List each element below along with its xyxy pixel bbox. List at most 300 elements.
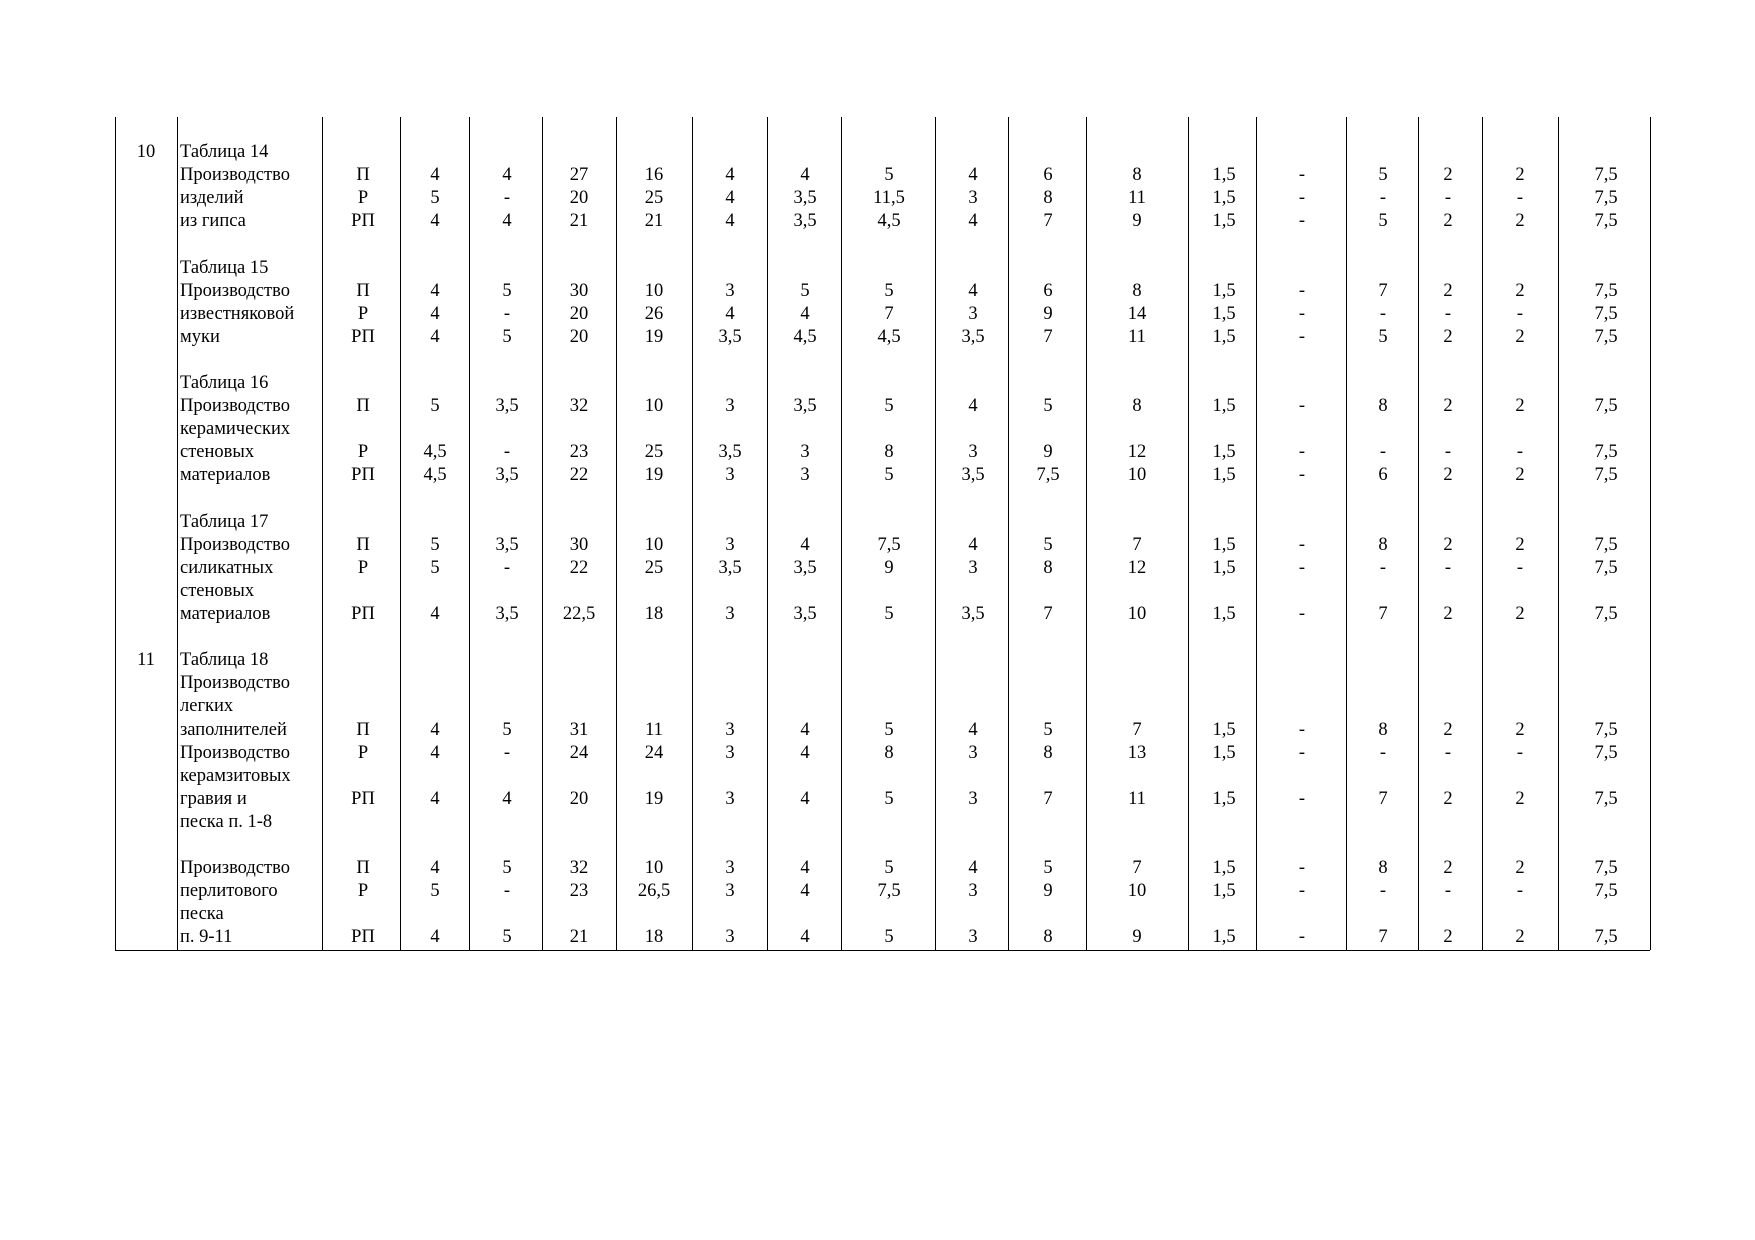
table-cell: - [503,188,511,209]
table-cell: 2 [1443,604,1453,624]
table-cell: 2 [1515,165,1525,186]
table-cell: 2 [1515,396,1525,417]
table-cell: 26,5 [637,881,671,902]
table-cell: 5 [1043,396,1053,417]
table-cell: 5 [800,280,810,301]
table-cell: 3 [968,881,978,902]
table-cell: 30 [569,534,589,555]
description-text: песка п. 1-8 [180,811,273,832]
table-cell: 4 [968,396,978,417]
table-cell: - [1298,742,1306,763]
description-text: Таблица 14 [180,142,269,162]
table-cell: 25 [644,557,664,578]
table-cell: - [1298,534,1306,555]
table-cell: - [503,742,511,763]
table-cell: Р [357,742,369,763]
table-cell: - [1444,188,1452,209]
table-cell: - [503,442,511,463]
table-cell: 19 [644,326,664,347]
table-cell: 22,5 [562,604,596,624]
table-cell: 20 [569,188,589,209]
table-cell: 32 [569,396,589,417]
column-rule [400,117,401,950]
table-cell: 7,5 [1594,280,1618,301]
table-cell: 3,5 [793,188,817,209]
description-text: муки [180,326,220,347]
table-cell: - [1444,557,1452,578]
description-text: материалов [180,604,271,624]
description-text: перлитового [180,881,278,902]
table-cell: 3,5 [495,604,519,624]
table-cell: 7 [1378,788,1388,809]
table-cell: 7,5 [1594,557,1618,578]
table-cell: 7 [1132,719,1142,740]
table-cell: 7,5 [877,534,901,555]
table-cell: 22 [569,557,589,578]
table-cell: 7,5 [1594,396,1618,417]
table-cell: - [1379,442,1387,463]
table-cell: 3 [725,604,735,624]
table-cell: 4 [502,211,512,232]
table-cell: 5 [884,788,894,809]
table-cell: 8 [1043,557,1053,578]
table-cell: - [1298,326,1306,347]
table-cell: 9 [1132,927,1142,948]
table-cell: Р [357,442,369,463]
row-number: 11 [137,650,155,671]
table-cell: 3 [725,534,735,555]
table-cell: 8 [1132,165,1142,186]
table-cell: 7,5 [1594,534,1618,555]
table-cell: 1,5 [1212,881,1236,902]
table-cell: 2 [1515,604,1525,624]
table-cell: П [356,280,370,301]
table-cell: 7 [1378,927,1388,948]
table-cell: 12 [1127,442,1147,463]
table-bottom-border [115,950,1650,951]
table-cell: 10 [1127,881,1147,902]
description-text: керамзитовых [180,765,291,786]
table-cell: 7,5 [1594,303,1618,324]
table-cell: 8 [884,742,894,763]
table-cell: - [1379,303,1387,324]
table-cell: 11 [1128,326,1146,347]
table-cell: 7,5 [1594,326,1618,347]
table-cell: П [356,858,370,879]
table-cell: 5 [1378,326,1388,347]
table-cell: 5 [884,396,894,417]
table-cell: 2 [1443,788,1453,809]
description-text: гравия и [180,788,247,809]
table-cell: 3 [725,396,735,417]
column-rule [616,117,617,950]
table-cell: 3 [800,465,810,486]
table-cell: 3 [725,280,735,301]
table-cell: 1,5 [1212,165,1236,186]
table-cell: - [1444,442,1452,463]
table-cell: 3 [968,188,978,209]
description-text: Таблица 17 [180,511,269,532]
table-cell: - [1516,881,1524,902]
description-text: Производство [180,165,290,186]
table-cell: П [356,165,370,186]
table-cell: - [1298,788,1306,809]
table-cell: 8 [1378,858,1388,879]
table-cell: 30 [569,280,589,301]
column-rule [767,117,768,950]
table-cell: 12 [1127,557,1147,578]
table-cell: 4 [968,211,978,232]
description-text: силикатных [180,557,274,578]
table-cell: 4 [725,165,735,186]
table-cell: 4 [800,303,810,324]
table-cell: 7,5 [877,881,901,902]
table-cell: 6 [1043,280,1053,301]
table-cell: РП [351,465,375,486]
table-cell: П [356,396,370,417]
column-rule [1008,117,1009,950]
table-cell: 22 [569,465,589,486]
table-cell: - [1379,188,1387,209]
table-cell: 7 [1043,211,1053,232]
table-cell: 6 [1378,465,1388,486]
description-text: Таблица 18 [180,650,269,671]
table-cell: 25 [644,188,664,209]
description-text: п. 9-11 [180,927,233,948]
table-cell: 21 [569,211,589,232]
table-cell: 3,5 [718,557,742,578]
table-cell: 1,5 [1212,303,1236,324]
table-cell: 4 [800,534,810,555]
table-cell: 3,5 [793,211,817,232]
table-cell: - [1298,604,1306,624]
table-cell: 2 [1515,326,1525,347]
table-cell: - [1298,211,1306,232]
table-cell: 2 [1443,165,1453,186]
table-border [1650,117,1651,950]
table-cell: 7 [1043,326,1053,347]
table-cell: 8 [1043,927,1053,948]
table-cell: 4,5 [793,326,817,347]
table-cell: 7,5 [1594,211,1618,232]
table-cell: 8 [884,442,894,463]
table-cell: 4 [725,211,735,232]
table-cell: 4 [430,742,440,763]
table-cell: 2 [1515,280,1525,301]
table-cell: - [503,303,511,324]
table-cell: РП [351,211,375,232]
table-cell: 7 [1132,858,1142,879]
table-cell: 4 [430,858,440,879]
description-text: песка [180,904,224,925]
description-text: стеновых [180,580,255,601]
table-cell: Р [357,188,369,209]
table-cell: - [1298,719,1306,740]
table-cell: 7,5 [1594,465,1618,486]
table-cell: 27 [569,165,589,186]
table-cell: - [1444,881,1452,902]
column-rule [1086,117,1087,950]
table-cell: 3 [968,303,978,324]
table-cell: 4 [430,303,440,324]
table-cell: 3 [725,719,735,740]
table-cell: 1,5 [1212,534,1236,555]
table-cell: 20 [569,303,589,324]
table-cell: 3,5 [495,534,519,555]
table-cell: 10 [644,280,664,301]
table-cell: - [1298,303,1306,324]
table-cell: 24 [644,742,664,763]
table-cell: 4 [725,303,735,324]
table-cell: - [503,881,511,902]
table-cell: 8 [1043,188,1053,209]
table-cell: 2 [1515,858,1525,879]
table-cell: 4 [968,280,978,301]
column-rule [1188,117,1189,950]
table-cell: 23 [569,442,589,463]
description-text: керамических [180,419,291,440]
table-cell: 5 [430,396,440,417]
table-cell: 7,5 [1594,881,1618,902]
table-cell: 2 [1443,927,1453,948]
table-cell: 5 [884,165,894,186]
table-cell: - [1298,442,1306,463]
table-cell: 1,5 [1212,742,1236,763]
column-rule [1418,117,1419,950]
table-cell: - [1298,557,1306,578]
description-text: заполнителей [180,719,287,740]
table-cell: 3,5 [495,396,519,417]
table-cell: 10 [644,858,664,879]
table-cell: 5 [1378,165,1388,186]
table-cell: 25 [644,442,664,463]
table-cell: 7,5 [1594,742,1618,763]
table-cell: П [356,719,370,740]
table-cell: 9 [1043,881,1053,902]
table-cell: 4 [430,927,440,948]
table-cell: Р [357,881,369,902]
table-cell: 4,5 [423,442,447,463]
table-cell: 3 [725,881,735,902]
table-cell: 2 [1443,534,1453,555]
table-cell: 4,5 [877,211,901,232]
table-cell: 4 [800,788,810,809]
table-cell: - [1298,280,1306,301]
table-cell: 5 [884,927,894,948]
table-cell: 20 [569,326,589,347]
table-cell: - [1379,557,1387,578]
table-cell: 3,5 [718,442,742,463]
table-cell: - [1298,881,1306,902]
table-cell: 4 [502,165,512,186]
table-cell: 4 [968,165,978,186]
table-cell: - [1516,442,1524,463]
table-cell: 8 [1132,280,1142,301]
table-cell: 7 [1378,280,1388,301]
table-cell: 7,5 [1594,604,1618,624]
column-rule [1482,117,1483,950]
table-cell: 3 [725,858,735,879]
table-cell: 3 [968,557,978,578]
table-cell: 4 [430,211,440,232]
table-cell: 18 [644,927,664,948]
table-cell: 4 [800,881,810,902]
description-text: Производство [180,280,290,301]
table-cell: 2 [1443,211,1453,232]
table-cell: 7 [1132,534,1142,555]
table-cell: 7 [884,303,894,324]
table-cell: 4 [968,534,978,555]
table-cell: 1,5 [1212,788,1236,809]
table-cell: 2 [1443,719,1453,740]
table-cell: 24 [569,742,589,763]
description-text: Производство [180,858,290,879]
description-text: легких [180,696,234,717]
column-rule [322,117,323,950]
table-cell: 4 [968,858,978,879]
table-cell: 5 [430,557,440,578]
table-cell: 2 [1515,211,1525,232]
table-cell: 4 [800,927,810,948]
table-cell: 7,5 [1036,465,1060,486]
table-cell: 1,5 [1212,442,1236,463]
table-cell: 5 [502,719,512,740]
table-cell: 10 [644,534,664,555]
table-cell: 7,5 [1594,165,1618,186]
table-cell: П [356,534,370,555]
table-cell: 4 [800,719,810,740]
column-rule [542,117,543,950]
table-cell: 3 [968,927,978,948]
table-cell: 2 [1515,465,1525,486]
table-cell: РП [351,326,375,347]
table-cell: 8 [1043,742,1053,763]
table-cell: 5 [430,534,440,555]
table-cell: 5 [1378,211,1388,232]
table-cell: 5 [430,188,440,209]
table-cell: 11 [645,719,663,740]
table-cell: 11,5 [873,188,905,209]
table-cell: 4 [800,858,810,879]
table-cell: 23 [569,881,589,902]
table-cell: 2 [1443,396,1453,417]
table-cell: 9 [1132,211,1142,232]
table-cell: 3,5 [718,326,742,347]
table-cell: 3,5 [961,326,985,347]
table-cell: 4 [430,326,440,347]
table-cell: 4 [725,188,735,209]
table-cell: - [1298,396,1306,417]
table-cell: 4 [430,719,440,740]
table-cell: 9 [884,557,894,578]
table-cell: 1,5 [1212,211,1236,232]
table-cell: 3 [725,788,735,809]
table-cell: 8 [1378,534,1388,555]
table-cell: - [1444,742,1452,763]
table-cell: - [1516,303,1524,324]
table-cell: 5 [884,858,894,879]
table-cell: 3,5 [961,604,985,624]
table-cell: 1,5 [1212,858,1236,879]
table-cell: 19 [644,465,664,486]
table-border [115,117,116,950]
column-rule [1256,117,1257,950]
table-cell: - [1298,188,1306,209]
table-cell: 3 [968,442,978,463]
table-cell: 3,5 [793,396,817,417]
table-cell: 4,5 [423,465,447,486]
table-cell: РП [351,604,375,624]
table-cell: 32 [569,858,589,879]
table-cell: - [1516,557,1524,578]
table-cell: 6 [1043,165,1053,186]
table-cell: 4 [430,280,440,301]
table-cell: 5 [502,927,512,948]
table-cell: 5 [1043,534,1053,555]
description-text: стеновых [180,442,255,463]
table-cell: - [1298,465,1306,486]
table-cell: - [1444,303,1452,324]
table-cell: 4 [502,788,512,809]
column-rule [692,117,693,950]
table-cell: РП [351,788,375,809]
table-cell: 8 [1378,396,1388,417]
description-text: Производство [180,534,290,555]
description-text: Производство [180,396,290,417]
table-cell: 11 [1128,188,1146,209]
table-cell: 1,5 [1212,927,1236,948]
table-cell: 5 [502,326,512,347]
table-cell: 3,5 [961,465,985,486]
table-cell: 3,5 [495,465,519,486]
table-cell: 16 [644,165,664,186]
table-cell: 2 [1443,280,1453,301]
column-rule [1346,117,1347,950]
table-cell: 8 [1378,719,1388,740]
description-text: Производство [180,673,290,694]
table-cell: 3 [725,927,735,948]
table-cell: 20 [569,788,589,809]
table-cell: - [1298,858,1306,879]
table-cell: 31 [569,719,589,740]
table-cell: 2 [1443,326,1453,347]
table-cell: 3,5 [793,557,817,578]
description-text: изделий [180,188,244,209]
table-cell: 7,5 [1594,858,1618,879]
table-cell: РП [351,927,375,948]
table-cell: 1,5 [1212,396,1236,417]
description-text: Таблица 16 [180,373,269,393]
table-cell: 7 [1043,788,1053,809]
table-cell: 4 [800,742,810,763]
table-cell: - [1379,742,1387,763]
table-cell: 3,5 [793,604,817,624]
table-cell: 7,5 [1594,927,1618,948]
table-cell: - [1298,927,1306,948]
table-cell: 3 [968,788,978,809]
table-cell: 4 [800,165,810,186]
table-cell: 2 [1515,719,1525,740]
table-cell: - [503,557,511,578]
table-cell: 10 [1127,465,1147,486]
table-cell: 1,5 [1212,326,1236,347]
table-cell: 21 [569,927,589,948]
table-cell: 4 [430,165,440,186]
table-cell: 3 [725,465,735,486]
table-cell: 4 [430,604,440,624]
table-cell: 5 [1043,719,1053,740]
table-cell: 1,5 [1212,188,1236,209]
